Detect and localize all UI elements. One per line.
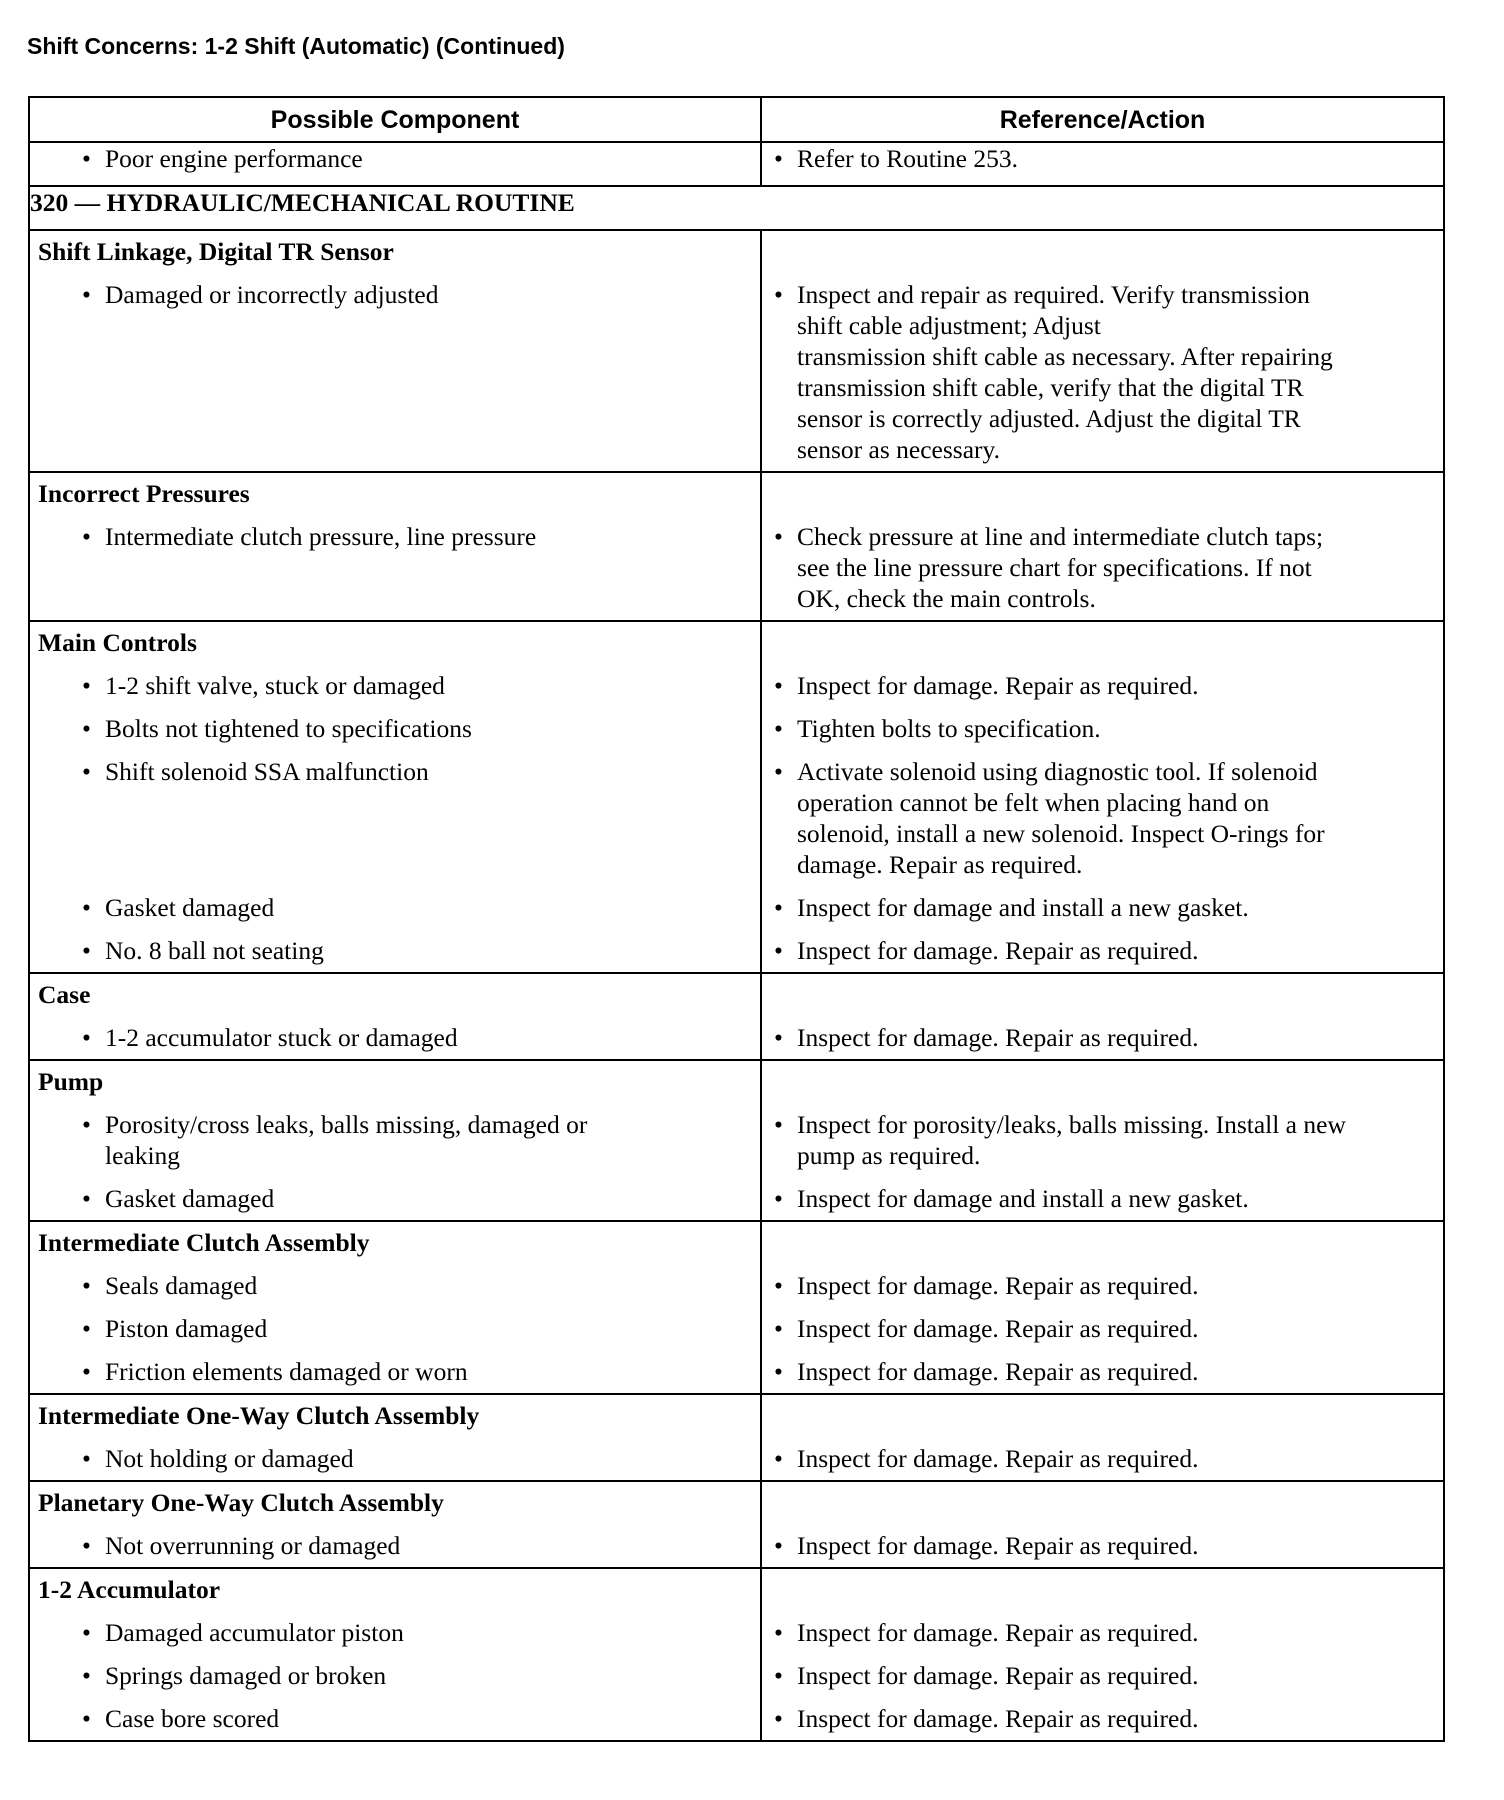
column-header-component: Possible Component — [29, 97, 761, 142]
bullet: • — [82, 522, 91, 551]
component-text — [105, 670, 752, 701]
list-item — [30, 750, 760, 886]
component-text — [105, 1313, 752, 1344]
component-text: Poor engine performance — [105, 144, 363, 173]
bullet: • — [82, 893, 91, 922]
bullet: • — [774, 1184, 783, 1213]
component-line: Friction elements damaged or worn — [105, 1357, 468, 1386]
list-item — [762, 1177, 1443, 1220]
action-text — [797, 1270, 1435, 1301]
list-item — [30, 515, 760, 620]
component-cell — [29, 142, 761, 186]
action-line: transmission shift cable, verify that the digital TR — [797, 373, 1304, 402]
action-line: sensor as necessary. — [797, 435, 1000, 464]
component-cell — [29, 1394, 761, 1481]
action-line: pump as required. — [797, 1141, 981, 1170]
action-line: see the line pressure chart for specifications. If not — [797, 553, 1312, 582]
component-line: Intermediate clutch pressure, line pressure — [105, 522, 537, 551]
component-cell — [29, 472, 761, 621]
action-text — [797, 1183, 1435, 1214]
component-line: 1-2 accumulator stuck or damaged — [105, 1023, 458, 1052]
bullet: • — [82, 1110, 91, 1139]
action-cell — [761, 973, 1444, 1060]
action-text — [797, 892, 1435, 923]
action-text — [797, 279, 1435, 465]
action-line: OK, check the main controls. — [797, 584, 1096, 613]
list-item — [30, 1524, 760, 1567]
bullet: • — [774, 1704, 783, 1733]
page-title: Shift Concerns: 1-2 Shift (Automatic) (Continued) — [27, 33, 565, 59]
list-item — [762, 664, 1443, 707]
action-text: Refer to Routine 253. — [797, 144, 1018, 173]
group-title: Incorrect Pressures — [38, 479, 250, 508]
bullet: • — [82, 1618, 91, 1647]
bullet: • — [82, 144, 91, 173]
bullet: • — [774, 1618, 783, 1647]
list-item — [762, 1697, 1443, 1740]
action-cell — [761, 142, 1444, 186]
action-cell — [761, 1221, 1444, 1394]
list-item — [762, 886, 1443, 929]
group-row — [29, 472, 1444, 621]
component-text — [105, 1109, 752, 1171]
spacer — [762, 622, 1443, 664]
component-line: Not overrunning or damaged — [105, 1531, 401, 1560]
list-item — [30, 1654, 760, 1697]
bullet: • — [82, 714, 91, 743]
bullet: • — [82, 1314, 91, 1343]
action-line: Inspect for damage. Repair as required. — [797, 1023, 1199, 1052]
list-item — [762, 1350, 1443, 1393]
action-line: Activate solenoid using diagnostic tool. If solenoid — [797, 757, 1318, 786]
list-item — [762, 750, 1443, 886]
list-item — [762, 1016, 1443, 1059]
component-cell — [29, 1568, 761, 1741]
bullet: • — [774, 1271, 783, 1300]
spacer — [762, 1482, 1443, 1524]
group-title: Main Controls — [38, 628, 197, 657]
section-heading: 320 — HYDRAULIC/MECHANICAL ROUTINE — [29, 186, 1444, 230]
action-text — [797, 1109, 1435, 1171]
action-text — [797, 1530, 1435, 1561]
spacer — [762, 1061, 1443, 1103]
component-line: Damaged accumulator piston — [105, 1618, 404, 1647]
group-row — [29, 1481, 1444, 1568]
component-line: Seals damaged — [105, 1271, 258, 1300]
component-text — [105, 892, 752, 923]
component-line: Case bore scored — [105, 1704, 280, 1733]
list-item — [762, 273, 1443, 471]
action-line: Inspect for damage. Repair as required. — [797, 1704, 1199, 1733]
action-line: Check pressure at line and intermediate clutch taps; — [797, 522, 1324, 551]
group-row — [29, 1060, 1444, 1221]
list-item — [30, 707, 760, 750]
group-title: Pump — [38, 1067, 104, 1096]
bullet: • — [774, 522, 783, 551]
component-text — [105, 1530, 752, 1561]
bullet: • — [82, 1184, 91, 1213]
action-line: Inspect for damage. Repair as required. — [797, 671, 1199, 700]
bullet: • — [82, 1661, 91, 1690]
component-text — [105, 1022, 752, 1053]
component-cell — [29, 1481, 761, 1568]
action-cell — [761, 1060, 1444, 1221]
group-row — [29, 1221, 1444, 1394]
component-cell — [29, 230, 761, 472]
list-item — [762, 707, 1443, 750]
action-text — [797, 756, 1435, 880]
list-item — [762, 1611, 1443, 1654]
spacer — [762, 231, 1443, 273]
action-line: Inspect for porosity/leaks, balls missing. Install a new — [797, 1110, 1346, 1139]
bullet: • — [82, 1271, 91, 1300]
list-item — [762, 515, 1443, 620]
action-line: Inspect for damage. Repair as required. — [797, 1314, 1199, 1343]
action-line: solenoid, install a new solenoid. Inspect O-rings for — [797, 819, 1325, 848]
list-item — [762, 1437, 1443, 1480]
bullet: • — [774, 280, 783, 309]
bullet: • — [774, 1531, 783, 1560]
group-title: Intermediate One-Way Clutch Assembly — [38, 1401, 480, 1430]
bullet: • — [82, 1531, 91, 1560]
column-header-action: Reference/Action — [761, 97, 1444, 142]
bullet: • — [82, 280, 91, 309]
list-item — [30, 1307, 760, 1350]
group-title: 1-2 Accumulator — [38, 1575, 221, 1604]
bullet: • — [82, 757, 91, 786]
action-line: Inspect for damage. Repair as required. — [797, 1661, 1199, 1690]
group-row — [29, 1568, 1444, 1741]
group-row — [29, 1394, 1444, 1481]
component-cell — [29, 1060, 761, 1221]
group-row — [29, 621, 1444, 973]
action-text — [797, 670, 1435, 701]
component-line: Not holding or damaged — [105, 1444, 354, 1473]
action-line: Inspect for damage. Repair as required. — [797, 1271, 1199, 1300]
action-line: Inspect for damage and install a new gasket. — [797, 893, 1249, 922]
action-text — [797, 1313, 1435, 1344]
action-line: Inspect for damage. Repair as required. — [797, 1357, 1199, 1386]
list-item — [30, 929, 760, 972]
action-line: shift cable adjustment; Adjust — [797, 311, 1101, 340]
spacer — [762, 974, 1443, 1016]
bullet: • — [774, 714, 783, 743]
bullet: • — [774, 671, 783, 700]
component-line: Shift solenoid SSA malfunction — [105, 757, 429, 786]
list-item — [762, 1307, 1443, 1350]
action-line: transmission shift cable as necessary. After repairing — [797, 342, 1333, 371]
component-line: Porosity/cross leaks, balls missing, damaged or — [105, 1110, 588, 1139]
bullet: • — [774, 144, 783, 173]
bullet: • — [774, 936, 783, 965]
action-text — [797, 1660, 1435, 1691]
component-text — [105, 1183, 752, 1214]
action-line: Inspect for damage. Repair as required. — [797, 1444, 1199, 1473]
list-item — [30, 886, 760, 929]
component-text — [105, 1270, 752, 1301]
bullet: • — [774, 893, 783, 922]
bullet: • — [774, 1110, 783, 1139]
group-title: Planetary One-Way Clutch Assembly — [38, 1488, 444, 1517]
action-cell — [761, 1568, 1444, 1741]
group-title: Intermediate Clutch Assembly — [38, 1228, 370, 1257]
component-text — [105, 1356, 752, 1387]
spacer — [762, 1569, 1443, 1611]
list-item — [762, 1524, 1443, 1567]
bullet: • — [774, 1661, 783, 1690]
table-header-row — [29, 97, 1444, 142]
component-cell — [29, 621, 761, 973]
component-cell — [29, 973, 761, 1060]
action-line: Inspect and repair as required. Verify transmission — [797, 280, 1310, 309]
group-row — [29, 973, 1444, 1060]
action-text — [797, 1617, 1435, 1648]
action-cell — [761, 472, 1444, 621]
action-line: sensor is correctly adjusted. Adjust the digital TR — [797, 404, 1301, 433]
list-item — [762, 929, 1443, 972]
component-text — [105, 521, 752, 614]
component-cell — [29, 1221, 761, 1394]
action-text — [797, 521, 1435, 614]
group-title: Shift Linkage, Digital TR Sensor — [38, 237, 394, 266]
component-text — [105, 1443, 752, 1474]
action-text — [797, 935, 1435, 966]
component-text — [105, 1703, 752, 1734]
list-item — [30, 1697, 760, 1740]
list-item — [30, 1103, 760, 1177]
group-title: Case — [38, 980, 91, 1009]
bullet: • — [774, 1023, 783, 1052]
component-line: Damaged or incorrectly adjusted — [105, 280, 439, 309]
action-cell — [761, 621, 1444, 973]
action-line: Inspect for damage. Repair as required. — [797, 936, 1199, 965]
list-item — [30, 1264, 760, 1307]
spacer — [762, 1222, 1443, 1264]
diagnostic-table — [28, 96, 1445, 1742]
component-line: Gasket damaged — [105, 893, 275, 922]
group-row — [29, 230, 1444, 472]
action-line: operation cannot be felt when placing hand on — [797, 788, 1270, 817]
action-text — [797, 1703, 1435, 1734]
list-item — [30, 1177, 760, 1220]
list-item — [762, 1103, 1443, 1177]
bullet: • — [774, 1444, 783, 1473]
component-text — [105, 1660, 752, 1691]
bullet: • — [82, 1023, 91, 1052]
list-item — [30, 1016, 760, 1059]
table-row — [29, 142, 1444, 186]
section-heading-row — [29, 186, 1444, 230]
bullet: • — [82, 671, 91, 700]
component-text — [105, 756, 752, 880]
bullet: • — [774, 1314, 783, 1343]
bullet: • — [774, 1357, 783, 1386]
action-line: Tighten bolts to specification. — [797, 714, 1101, 743]
action-text — [797, 1022, 1435, 1053]
bullet: • — [82, 1704, 91, 1733]
component-text — [105, 1617, 752, 1648]
component-line: No. 8 ball not seating — [105, 936, 324, 965]
component-text — [105, 935, 752, 966]
action-line: damage. Repair as required. — [797, 850, 1083, 879]
list-item — [30, 1350, 760, 1393]
action-cell — [761, 230, 1444, 472]
list-item — [30, 664, 760, 707]
component-line: 1-2 shift valve, stuck or damaged — [105, 671, 445, 700]
list-item — [30, 1437, 760, 1480]
action-cell — [761, 1394, 1444, 1481]
spacer — [762, 473, 1443, 515]
component-line: leaking — [105, 1141, 181, 1170]
action-text — [797, 713, 1435, 744]
list-item — [30, 273, 760, 471]
spacer — [762, 1395, 1443, 1437]
bullet: • — [82, 936, 91, 965]
component-line: Gasket damaged — [105, 1184, 275, 1213]
action-text — [797, 1443, 1435, 1474]
list-item — [30, 1611, 760, 1654]
list-item — [762, 1264, 1443, 1307]
component-line: Bolts not tightened to specifications — [105, 714, 472, 743]
component-line: Piston damaged — [105, 1314, 268, 1343]
component-text — [105, 279, 752, 465]
action-line: Inspect for damage. Repair as required. — [797, 1531, 1199, 1560]
bullet: • — [82, 1357, 91, 1386]
action-line: Inspect for damage and install a new gasket. — [797, 1184, 1249, 1213]
action-text — [797, 1356, 1435, 1387]
component-text — [105, 713, 752, 744]
bullet: • — [774, 757, 783, 786]
list-item — [762, 143, 1443, 174]
action-line: Inspect for damage. Repair as required. — [797, 1618, 1199, 1647]
component-line: Springs damaged or broken — [105, 1661, 387, 1690]
bullet: • — [82, 1444, 91, 1473]
list-item — [762, 1654, 1443, 1697]
list-item — [30, 143, 760, 174]
action-cell — [761, 1481, 1444, 1568]
